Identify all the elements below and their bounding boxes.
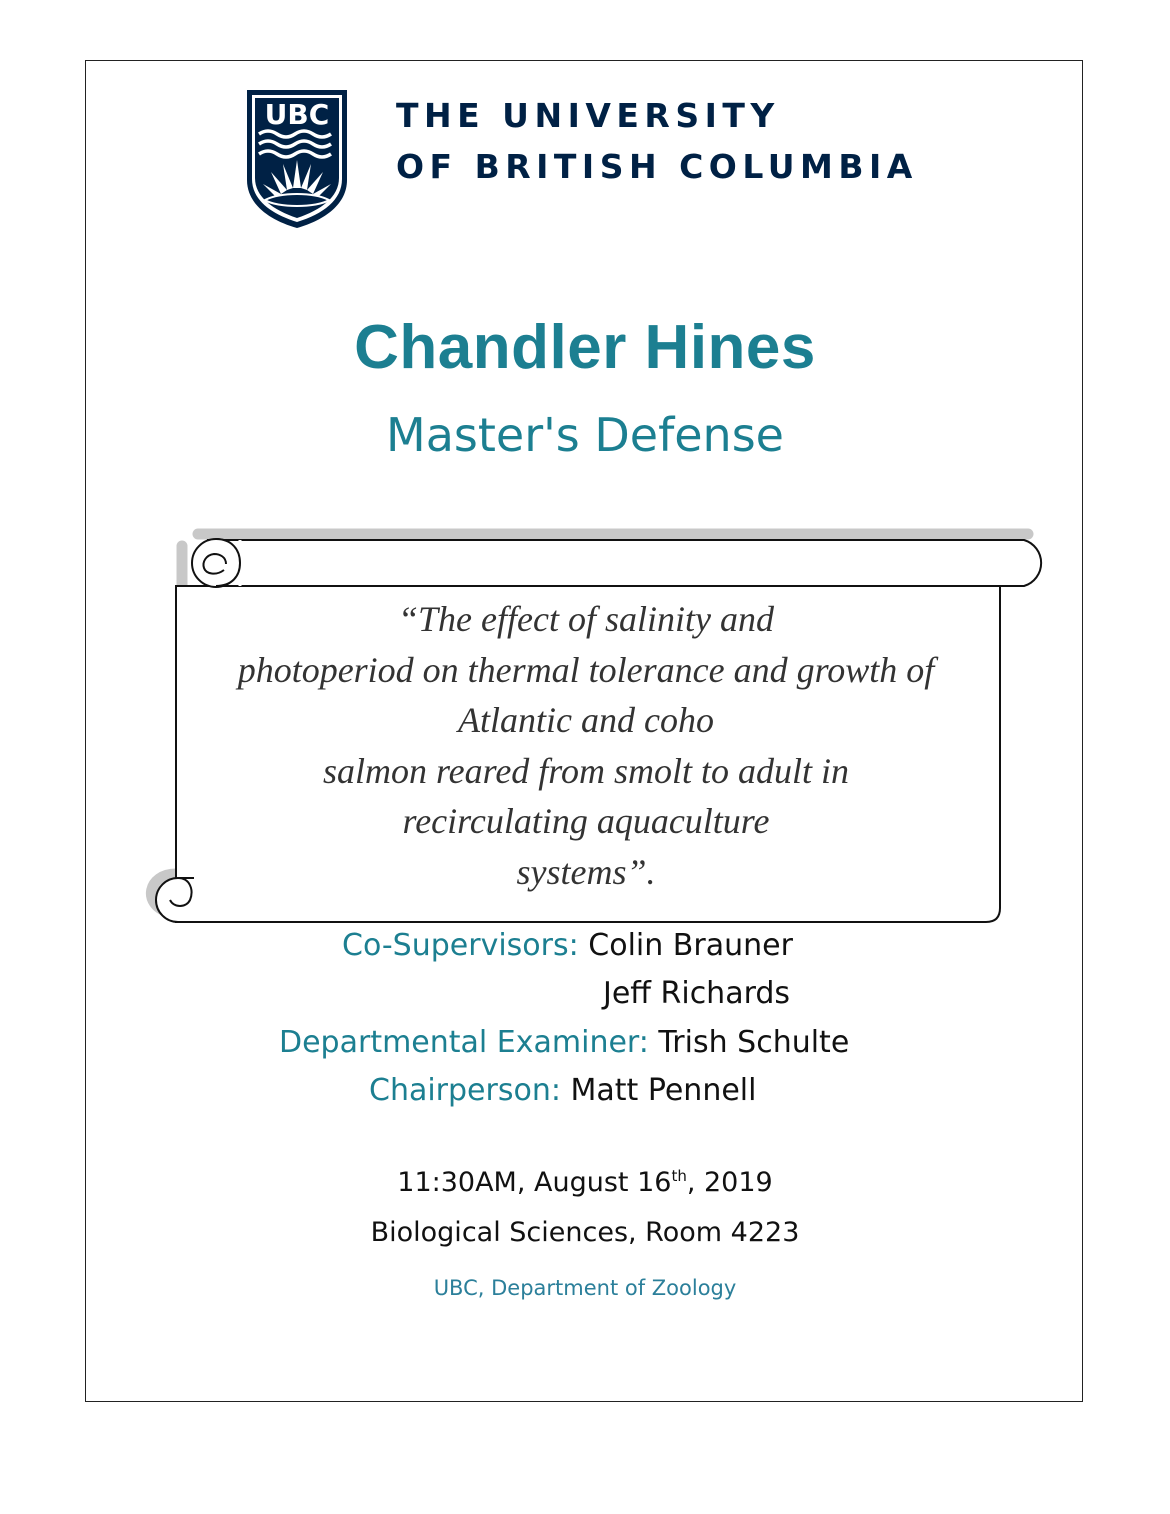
chair-name: Matt Pennell — [570, 1073, 757, 1108]
datetime-text: 11:30AM, August 16 — [397, 1167, 672, 1198]
examiner-label: Departmental Examiner: — [279, 1025, 649, 1060]
thesis-title — [196, 594, 976, 897]
crest-text: UBC — [264, 98, 330, 131]
thesis-line: systems”. — [516, 851, 656, 892]
examiner-row — [279, 1019, 849, 1068]
co-supervisor-row-2 — [603, 970, 790, 1019]
thesis-line: salmon reared from smolt to adult in — [322, 750, 849, 791]
university-name-line2: OF BRITISH COLUMBIA — [396, 147, 918, 186]
co-supervisors-row — [342, 922, 793, 971]
examiner-name: Trish Schulte — [658, 1025, 850, 1060]
chair-row — [369, 1067, 756, 1116]
event-location: Biological Sciences, Room 4223 — [370, 1217, 800, 1248]
co-supervisor-name: Jeff Richards — [603, 976, 791, 1011]
co-supervisor-name: Colin Brauner — [588, 928, 793, 963]
thesis-line: Atlantic and coho — [458, 700, 714, 740]
thesis-line: recirculating aquaculture — [402, 801, 770, 841]
chair-label: Chairperson: — [369, 1073, 561, 1108]
event-datetime — [0, 1167, 1170, 1198]
candidate-name: Chandler Hines — [354, 313, 816, 382]
year-text: , 2019 — [686, 1167, 773, 1198]
ubc-crest-logo — [245, 88, 349, 230]
co-supervisors-label: Co-Supervisors: — [342, 928, 579, 963]
department-name: UBC, Department of Zoology — [433, 1276, 737, 1300]
university-name-line1: THE UNIVERSITY — [396, 96, 780, 135]
event-type: Master's Defense — [386, 408, 784, 462]
day-suffix: th — [671, 1167, 687, 1185]
thesis-line: “The effect of salinity and — [398, 599, 774, 639]
thesis-line: photoperiod on thermal tolerance and growth of — [237, 649, 935, 690]
